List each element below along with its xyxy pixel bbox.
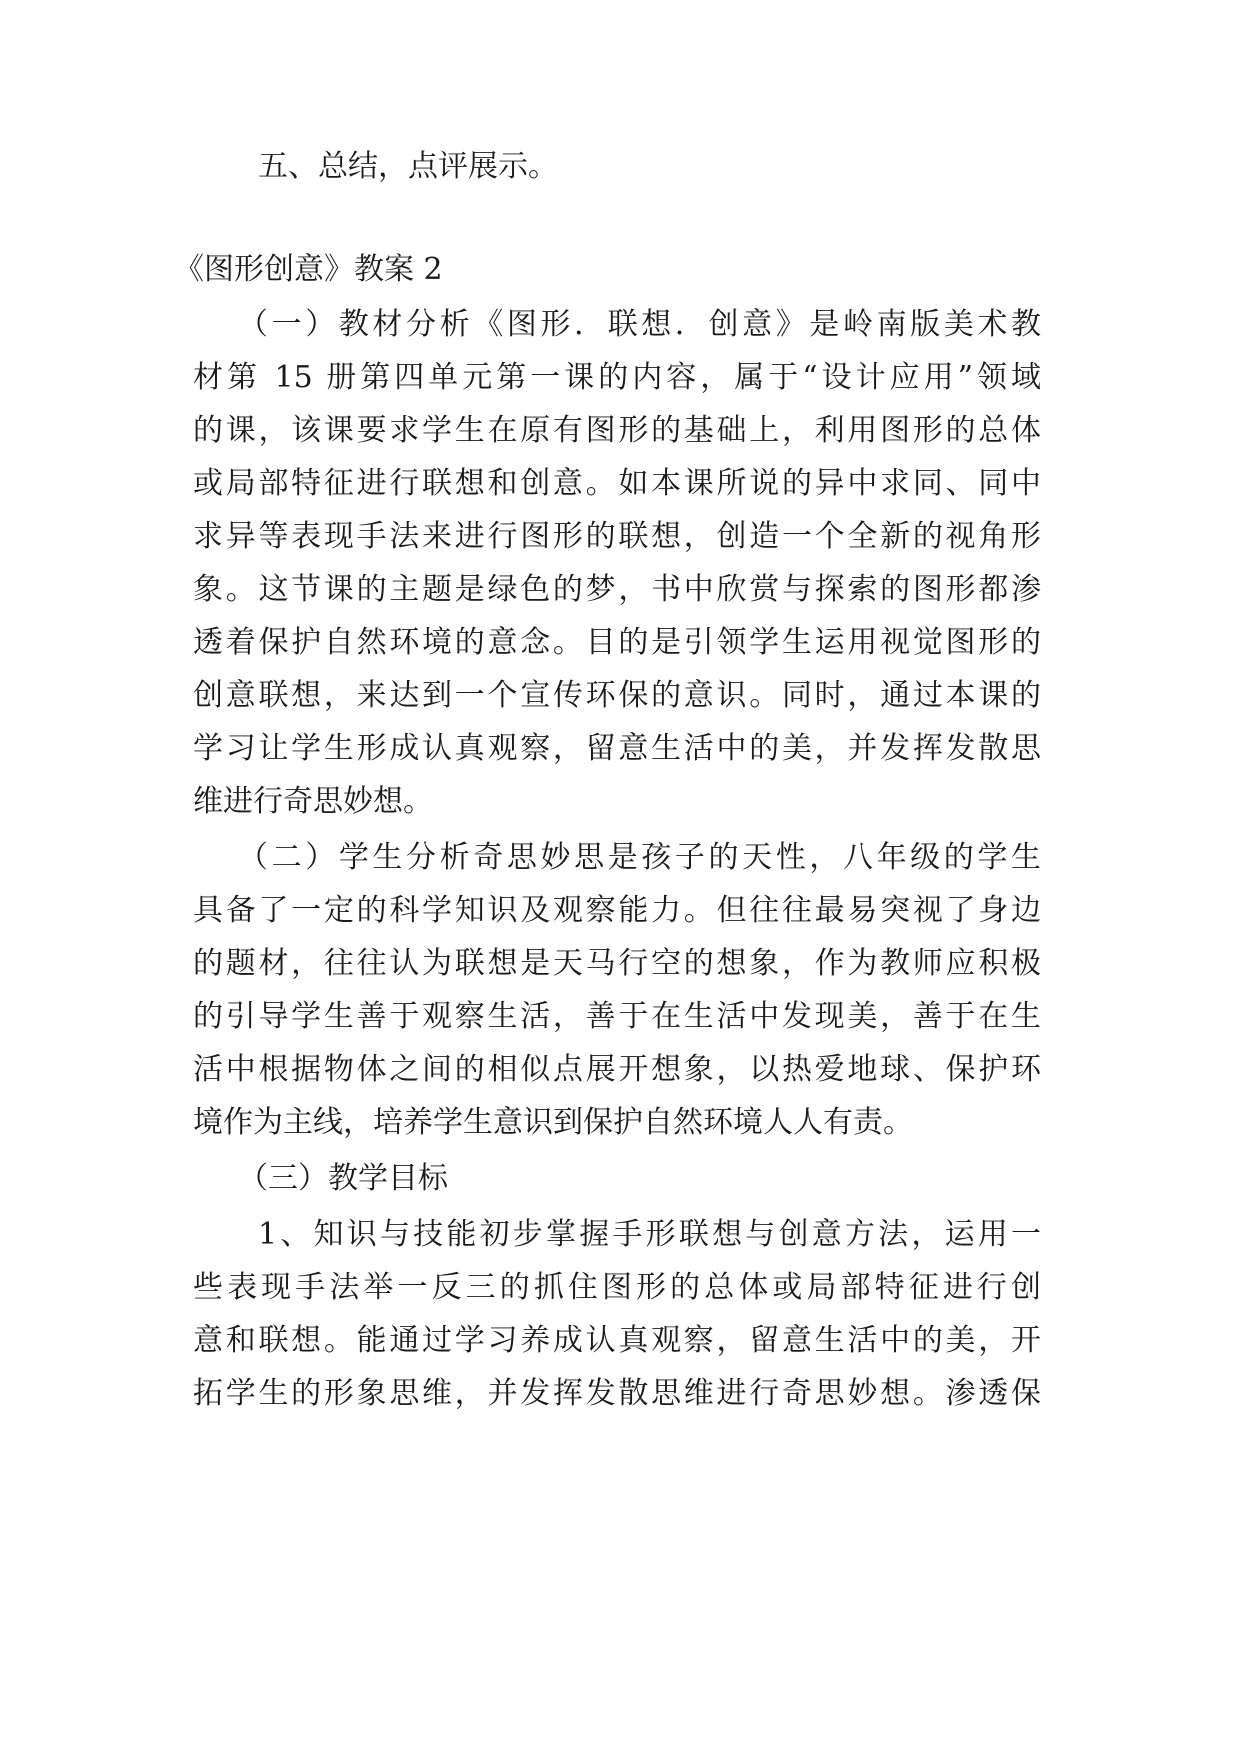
lesson-title: 《图形创意》教案 2 — [174, 252, 443, 287]
section-1-line: 材第 15 册第四单元第一课的内容，属于“设计应用”领域 — [193, 360, 1041, 395]
section-1-line: 透着保护自然环境的意念。目的是引领学生运用视觉图形的 — [193, 625, 1041, 660]
section-1-line: 象。这节课的主题是绿色的梦，书中欣赏与探索的图形都渗 — [193, 572, 1041, 607]
objective-1-line: 拓学生的形象思维，并发挥发散思维进行奇思妙想。渗透保 — [193, 1376, 1041, 1411]
summary-heading: 五、总结，点评展示。 — [258, 149, 558, 184]
objective-1-line: 1、知识与技能初步掌握手形联想与创意方法，运用一 — [258, 1217, 1041, 1252]
section-1-line: （一）教材分析《图形．联想．创意》是岭南版美术教 — [238, 307, 1041, 342]
section-1-line: 的课，该课要求学生在原有图形的基础上，利用图形的总体 — [193, 413, 1041, 448]
section-1-line: 创意联想，来达到一个宣传环保的意识。同时，通过本课的 — [193, 678, 1041, 713]
section-3-heading: （三）教学目标 — [238, 1161, 448, 1196]
section-1-line: 维进行奇思妙想。 — [193, 784, 433, 819]
section-2-line: 的题材，往往认为联想是天马行空的想象，作为教师应积极 — [193, 946, 1041, 981]
section-2-line: 活中根据物体之间的相似点展开想象，以热爱地球、保护环 — [193, 1052, 1041, 1087]
objective-1-line: 意和联想。能通过学习养成认真观察，留意生活中的美，开 — [193, 1323, 1041, 1358]
section-1-line: 学习让学生形成认真观察，留意生活中的美，并发挥发散思 — [193, 731, 1041, 766]
section-2-line: 具备了一定的科学知识及观察能力。但往往最易突视了身边 — [193, 893, 1041, 928]
objective-1-line: 些表现手法举一反三的抓住图形的总体或局部特征进行创 — [193, 1270, 1041, 1305]
section-2-line: 境作为主线，培养学生意识到保护自然环境人人有责。 — [193, 1105, 913, 1140]
section-1-line: 求异等表现手法来进行图形的联想，创造一个全新的视角形 — [193, 519, 1041, 554]
section-2-line: 的引导学生善于观察生活，善于在生活中发现美，善于在生 — [193, 999, 1041, 1034]
section-2-line: （二）学生分析奇思妙思是孩子的天性，八年级的学生 — [238, 840, 1041, 875]
section-1-line: 或局部特征进行联想和创意。如本课所说的异中求同、同中 — [193, 466, 1041, 501]
